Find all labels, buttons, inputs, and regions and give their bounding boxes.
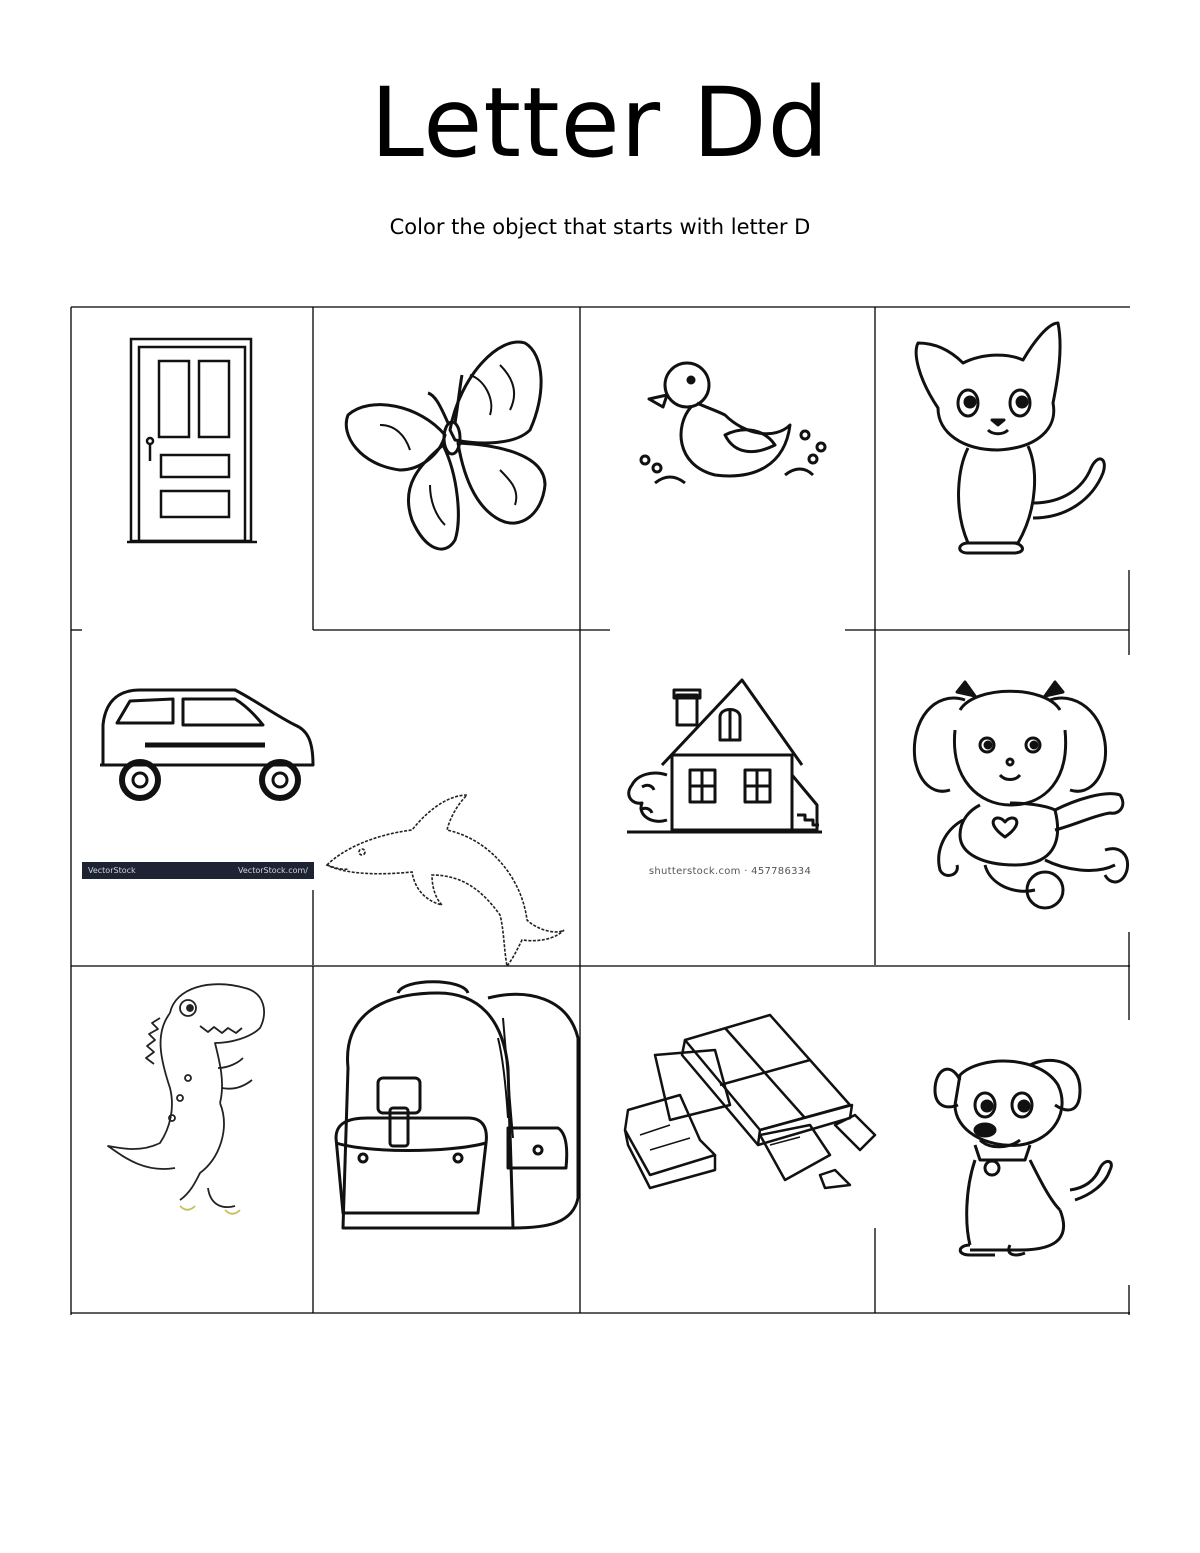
watermark-vectorstock bbox=[82, 862, 314, 879]
page-title: Letter Dd bbox=[370, 67, 830, 179]
dog-icon bbox=[930, 1050, 1120, 1260]
watermark-shutterstock: shutterstock.com · 457786334 bbox=[648, 866, 812, 877]
butterfly-icon bbox=[340, 335, 552, 560]
backpack-icon bbox=[328, 978, 580, 1248]
picture-doll[interactable] bbox=[905, 670, 1130, 920]
picture-car[interactable] bbox=[95, 685, 315, 805]
picture-backpack[interactable] bbox=[328, 978, 580, 1248]
picture-butterfly[interactable] bbox=[340, 335, 552, 560]
doll-icon bbox=[905, 670, 1130, 920]
picture-cat[interactable] bbox=[908, 318, 1116, 563]
picture-dog[interactable] bbox=[930, 1050, 1120, 1260]
picture-door[interactable] bbox=[125, 335, 260, 547]
dolphin-icon bbox=[322, 790, 572, 968]
cat-icon bbox=[908, 318, 1116, 563]
picture-dinosaur[interactable] bbox=[100, 978, 272, 1223]
car-icon bbox=[95, 685, 315, 805]
house-icon bbox=[622, 675, 827, 835]
door-icon bbox=[125, 335, 260, 547]
dinosaur-icon bbox=[100, 978, 272, 1223]
picture-duck[interactable] bbox=[635, 355, 835, 490]
chocolate-icon bbox=[620, 1010, 880, 1190]
instruction-text: Color the object that starts with letter D bbox=[389, 215, 811, 239]
watermark-vectorstock-left: VectorStock bbox=[88, 866, 136, 875]
watermark-vectorstock-right: VectorStock.com/ bbox=[238, 866, 308, 875]
duck-icon bbox=[635, 355, 835, 490]
picture-house[interactable] bbox=[622, 675, 827, 835]
picture-chocolate[interactable] bbox=[620, 1010, 880, 1190]
picture-dolphin[interactable] bbox=[322, 790, 572, 968]
